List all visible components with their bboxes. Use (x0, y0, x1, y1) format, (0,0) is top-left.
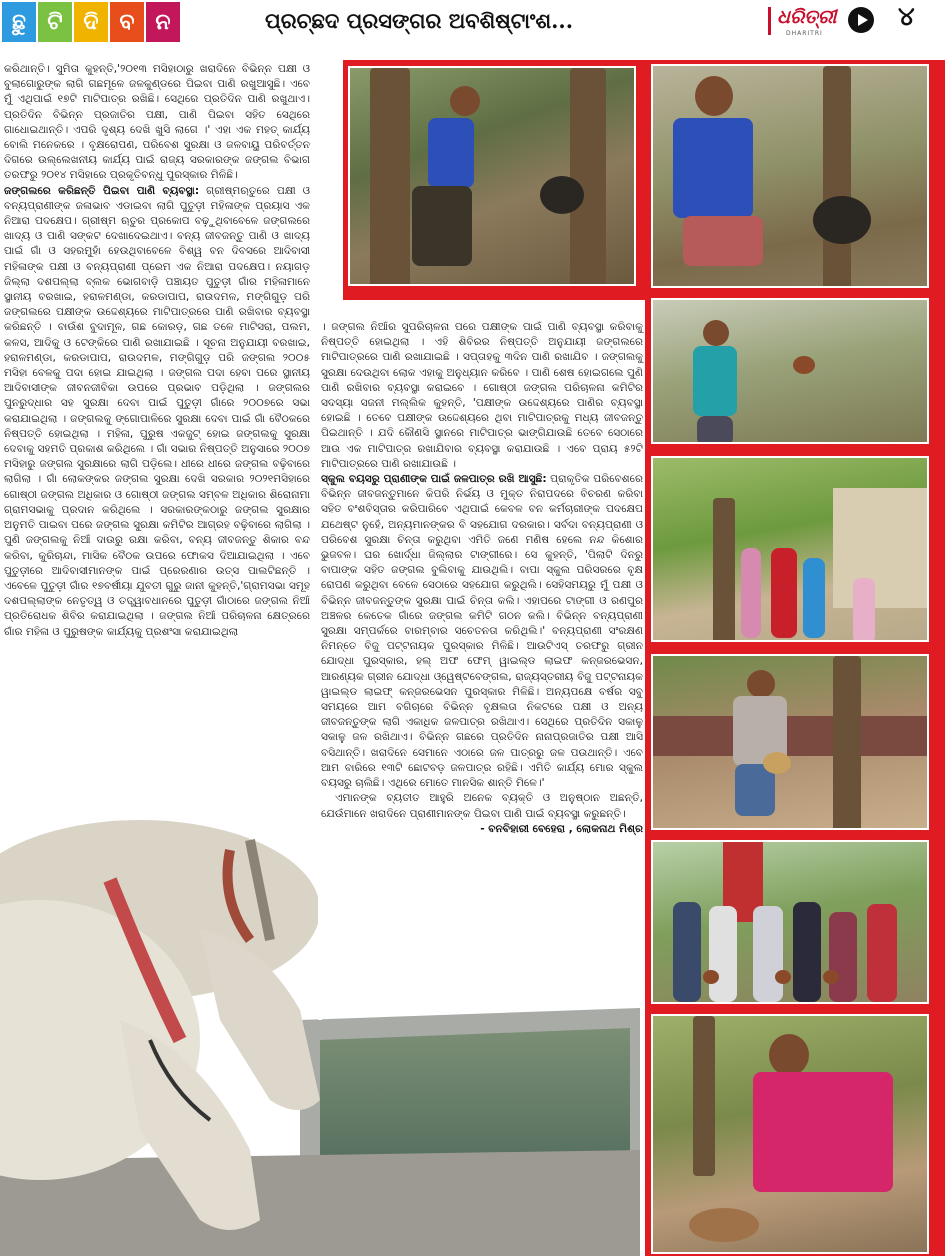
tree-trunk (823, 66, 851, 288)
tree-trunk (833, 656, 861, 830)
person (793, 902, 821, 1002)
person-head (695, 76, 733, 116)
article-column-2 (321, 320, 643, 837)
child (741, 548, 761, 638)
brand-bar (768, 7, 771, 35)
subheading: ସ୍କୁଲ ବୟସରୁ ପ୍ରାଣୀଙ୍କ ପାଇଁ ଜଳପାତ୍ର ରଖି ଆସୁଛି: (321, 473, 547, 486)
child (853, 578, 875, 642)
section-tile: ନ (146, 2, 180, 42)
paragraph: ଏମାନଙ୍କ ବ୍ୟତୀତ ଆହୁରି ଅନେକ ବ୍ୟକ୍ତି ଓ ଅନୁଷ୍ଠାନ ଅଛନ୍ତି, ଯେଉଁମାନେ ଖରାଦିନେ ପ୍ରାଣୀମାନଙ୍କ ପିଇବା ପାଣି ପାଇଁ ବ୍ୟବସ୍ଥା କରୁଛନ୍ତି। (321, 792, 643, 820)
cows-drinking-image (0, 790, 640, 1256)
person (709, 906, 737, 1002)
person (753, 906, 783, 1002)
tree-trunk (693, 1016, 715, 1176)
person-head (450, 86, 480, 116)
page-headline: ପ୍ରଚ୍ଛଦ ପ୍ରସଙ୍ଗର ଅବଶିଷ୍ଟାଂଶ... (265, 8, 574, 33)
water-pot (703, 970, 719, 984)
paragraph: ଜଙ୍ଗଲରେ କରିଛନ୍ତି ପିଇବା ପାଣି ବ୍ୟବସ୍ଥା: ଗ୍ରୀଷ୍ମଋତୁରେ ପକ୍ଷୀ ଓ ବନ୍ୟପ୍ରାଣୀଙ୍କ ଜଳାଭାବ ଏଡାଇବା ଲାଗି ପୁତୁଡ଼ୀ ମହିଳାଙ୍କ ପ୍ରୟାସ ଏକ ନିଆରା ପଦକ୍ଷେପ। ଗ୍ରୀଷ୍ମ ଋତୁର ପ୍ରକୋପ ବଢ଼ୁଥିବାବେଳେ ଜଙ୍ଗଲରେ ଖାଦ୍ୟ ଓ ପାଣି ସଙ୍କଟ ଦେଖାଦେଇଥାଏ। ବନ୍ୟ ଜୀବଜନ୍ତୁ ପାଣି ଓ ଖାଦ୍ୟ ପାଇଁ ଗାଁ ଓ ସହରମୁହାଁ ହେଉଥିବାବେଳେ ବିଶ୍ୱ ବନ ଦିବସରେ ଆଦିବାସୀ ମହିଳାଙ୍କ ପକ୍ଷୀ ଓ ବନ୍ୟପ୍ରାଣୀ ପ୍ରେମ ଏକ ନିଆରା ପଦକ୍ଷେପ। ନୟାଗଡ଼ ଜିଲ୍ଲା ଦଶପଲ୍ଲା ବ୍ଲକ ଭୋଗବାଡ଼ି ପଞ୍ଚାୟତ ପୁତୁଡ଼ୀ ଗାଁର ମହିଳାମାନେ ସ୍ଥାନୀୟ ବରଖାଇ, ହରାଳମଣ୍ଡା, କରଡାପାପ, ରାଉଦମଳ, ମଙ୍ଗିଗୁଡ଼ ପରି ଜଙ୍ଗଲରେ ପକ୍ଷୀଙ୍କ ଉଦ୍ଦେଶ୍ୟରେ ମାଟିପାତ୍ରରେ ପାଣି ରଖିବାର ବ୍ୟବସ୍ଥା କରିଛନ୍ତି । ବାଉଁଶ ବୁଦାମୂଳ, ଗଛ କୋରଡ଼, ଗଛ ତଳେ ମାଟିସରା, ପଲମ, କଳସ, ଆଦିକୁ ଓ ଟେଙ୍କିରେ ପାଣି ରଖାଯାଇଛି । ସୂଚନା ଅନୁଯାୟୀ ବରଖାଇ, ହରାଳମଣ୍ଡା, କରଡାପାପ, ରାଉଦମଳ, ମଙ୍ଗିଗୁଡ଼ ପରି ଜଙ୍ଗଲ ୨୦୦୫ ମସିହା ବେଳକୁ ପଦା ହୋଇ ଯାଇଥିଲା । ଜଙ୍ଗଲ ପଦା ହେବା ପରେ ସ୍ଥାନୀୟ ଆଦିବାସୀଙ୍କ ଜୀବନଜୀବିକା ଉପରେ ପ୍ରଭାବ ପଡ଼ିଥିଲା । ଜଙ୍ଗଲର ପୁନରୁଦ୍ଧାର ସହ ସୁରକ୍ଷା ଦେବା ପାଇଁ ପୁତୁଡ଼ୀ ଗାଁରେ ୨୦୦୭ରେ ସଭା କରାଯାଇଥିଲା । ଜଙ୍ଗଲକୁ ଙ୍ଗୋପାଳିରେ ସୁରକ୍ଷା ଦେବା ପାଇଁ ଗାଁ ବୈଠକରେ ନିଷ୍ପତ୍ତି ହୋଇଥିଲା । ମହିଳା, ପୁରୁଷ ଏକଜୁଟ୍ ହୋଇ ଜଙ୍ଗଲକୁ ସୁରକ୍ଷା ଦେବାକୁ ସହମତି ପ୍ରକାଶ କରିଥିଲେ । ଗାଁ ସଭାର ନିଷ୍ପତ୍ତି ଅନୁସାରେ ୨୦୦୭ ମସିହାରୁ ଜଙ୍ଗଲ ସୁରକ୍ଷାରେ ଲାଗି ପଡ଼ିଲେ। ଧୀରେ ଧୀରେ ଜଙ୍ଗଲ ବଢ଼ିବାରେ ଲାଗିଲା । ଗାଁ ଲୋକଙ୍କର ଜଙ୍ଗଲ ସୁରକ୍ଷା ଦେଖି ସରକାର ୨୦୨୧ମସିହାରେ ଗୋଷ୍ଠୀ ଜଙ୍ଗଲ ଅଧିକାର ଓ ଗୋଷ୍ଠୀ ଜଙ୍ଗଲ ସମ୍ବଳ ଅଧିକାର ଶିରୋନାମା ଗ୍ରାମସଭାକୁ ପ୍ରଦାନ କରିଥିଲେ । ସରକାରଙ୍କଠାରୁ ଜଙ୍ଗଲ ସୁରକ୍ଷାର ଅନୁମତି ପାଇବା ପରେ ଜଙ୍ଗଲ ସୁରକ୍ଷା କମିଟିର ଆଗ୍ରହ ବଢ଼ିବାରେ ଲାଗିଲା । ପୁଣି ଜଙ୍ଗଲକୁ ନିଆଁ ଦାଉରୁ ରକ୍ଷା କରିବା, ବନ୍ୟ ଜୀବଜନ୍ତୁ ଶିକାର ବନ୍ଦ କରିବା, କୁରିଚାନ୍ଦା, ମାସିକ ବୈଠକ ଉପରେ ଫୋକସ ଦିଆଯାଇଥିଲା । ଏବେ ପୁତୁଡ଼ୀରେ ଆଦିବାସୀମାନଙ୍କ ପାଇଁ ପ୍ରେରଣାର ଉତ୍ସ ପାଲଟିଛନ୍ତି । ଏବେଳେ ପୁତୁଡ଼ୀ ଗାଁର ୧୭ବର୍ଷୀୟା ଯୁବତୀ ଗୁରୁ ଜାନୀ କୁହନ୍ତି,'ଗ୍ରାମସଭା ସମୂହ ଦଶପଲ୍ଲାଙ୍କ ନେତୃତ୍ୱ ଓ ତତ୍ତ୍ୱାବଧାନରେ ପୁତୁଡ଼ୀ ଗାଁଠାରେ ଜଙ୍ଗଲ ନିଆଁ ପ୍ରତିରୋଧକ ଶିବିର କରାଯାଇଥିଲା । ଜଙ୍ଗଲ ନିଆଁ ପରିଚାଳନା କ୍ଷେତ୍ରରେ ଗାଁର ମହିଳା ଓ ପୁରୁଷଙ୍କ କାର୍ଯ୍ୟକୁ ପ୍ରଶଂସା କରାଯାଇଥିଲା (4, 184, 310, 638)
photo-woman-bowl (651, 1014, 929, 1254)
person-head (747, 670, 775, 698)
water-bowl (763, 752, 791, 774)
tree-trunk (713, 498, 735, 642)
water-pot (813, 196, 871, 244)
photo-man-bowl (651, 654, 929, 830)
tree-trunk (570, 68, 606, 286)
article-byline: - ବନବିହାରୀ ବେହେରା , ଲୋକନାଥ ମିଶ୍ର (480, 822, 643, 835)
brand-name: ଧରିତ୍ରୀ (777, 6, 837, 28)
tree-trunk (370, 68, 410, 286)
person (673, 902, 701, 1002)
brand-logo (768, 4, 852, 38)
subheading: ଜଙ୍ଗଲରେ କରିଛନ୍ତି ପିଇବା ପାଣି ବ୍ୟବସ୍ଥା: (4, 184, 200, 197)
person-head (769, 1034, 809, 1076)
water-pot (793, 356, 815, 374)
person-legs (683, 216, 763, 266)
water-pot (823, 970, 839, 984)
person (693, 346, 737, 416)
person (829, 912, 857, 1002)
person (753, 1072, 893, 1192)
person (428, 118, 474, 188)
child (771, 548, 797, 638)
section-tile: ଟି (38, 2, 72, 42)
child (803, 558, 825, 638)
paragraph: । ଜଙ୍ଗଲ ନିଆଁର ସୁପରିଚାଳନା ପରେ ପକ୍ଷୀଙ୍କ ପାଇଁ ପାଣି ବ୍ୟବସ୍ଥା କରିବାକୁ ନିଷ୍ପତ୍ତି ହୋଇଥିଲା । ଏହି ଶିବିରର ନିଷ୍ପତ୍ତି ଅନୁଯାୟୀ ଜଙ୍ଗଲରେ ମାଟିପାତ୍ରରେ ପାଣି ରଖାଯାଇଛି । ସପ୍ତାହକୁ ୩ଦିନ ପାଣି ରଖାଯିବ । ଜଙ୍ଗଲକୁ ସୁରକ୍ଷା ଦେଉଥିବା ଲୋକ ଏହାକୁ ଅନୁଧ୍ୟାନ କରିବେ । ପାଣି ଶେଷ ହୋଇଗଲେ ପୁଣି ପାଣି ରଖିବାର ବ୍ୟବସ୍ଥା କରାଇବେ । ଗୋଷ୍ଠୀ ଜଙ୍ଗଲ ପରିଚାଳନା କମିଟିର ସଦସ୍ୟା ସଜନୀ ମଲ୍ଲିକ କୁହନ୍ତି, 'ପକ୍ଷୀଙ୍କ ଉଦ୍ଦେଶ୍ୟରେ ପାଣିର ବ୍ୟବସ୍ଥା ହୋଇଛି । ତେବେ ପକ୍ଷୀଙ୍କ ଉଦ୍ଦେଶ୍ୟରେ ଥିବା ମାଟିପାତ୍ରକୁ ମଧ୍ୟ ଜୀବଜନ୍ତୁ ପିଇଥାନ୍ତି । ଯଦି କୌଣସି ସ୍ଥାନରେ ମାଟିପାତ୍ର ଭାଙ୍ଗିଯାଉଛି ତେବେ ସେଠାରେ ଆଉ ଏକ ମାଟିପାତ୍ର ରଖାଯିବାର ବ୍ୟବସ୍ଥା କରାଯାଉଛି । ଏବେ ପ୍ରାୟ ୫୨ଟି ମାଟିପାତ୍ରରେ ପାଣି ରଖାଯାଉଛି । (321, 321, 643, 470)
water-bowl (689, 1208, 759, 1242)
photo-group-pots (651, 840, 929, 1004)
page-header (0, 0, 945, 44)
water-pot (540, 176, 584, 214)
article-column-1 (4, 62, 310, 640)
section-tile: ବ (110, 2, 144, 42)
paragraph: କରିଥାନ୍ତି। ସୁମିତା କୁହନ୍ତି,'୨୦୧୩ ମସିହାଠାରୁ ଖରାଦିନେ ବିଭିନ୍ନ ପକ୍ଷୀ ଓ ବୁଲାଗୋରୁଙ୍କ ଲାଗି ଗଛମୂଳେ ଜଳକୁଣ୍ଡରେ ପିଇବା ପାଣି ରଖୁଆସୁଛି। ଏବେ ମୁଁ ଏଥିପାଇଁ ୧୭ଟି ମାଟିପାତ୍ର ରଖିଛି। ସେଥିରେ ପ୍ରତିଦିନ ପାଣି ରଖୁଥାଏ। ପ୍ରତିଦିନ ବିଭିନ୍ନ ପ୍ରଜାତିର ପକ୍ଷୀ, ପାଣି ପିଇବା ସହିତ ସେଥିରେ ଗାଧୋଇଥାନ୍ତି। ଏପରି ଦୃଶ୍ୟ ଦେଖି ଖୁସି ଲାଗେ ।' ଏହା ଏକ ମହତ୍ କାର୍ଯ୍ୟ ବୋଲି ମନେକରେ । ବୃକ୍ଷରୋପଣ, ପରିବେଶ ସୁରକ୍ଷା ଓ ଜଳବାୟୁ ପରିବର୍ତ୍ତନ ଦିଗରେ ଉଲ୍ଲେଖନୀୟ କାର୍ଯ୍ୟ ପାଇଁ ରାଜ୍ୟ ସରକାରଙ୍କ ଜଙ୍ଗଲ ବିଭାଗ ତରଫରୁ ୨୦୧୪ ମସିହାରେ ପ୍ରକୃତିବନ୍ଧୁ ପୁରସ୍କାର ମିଳିଛି। (4, 63, 310, 182)
page-number: ୪ (898, 2, 915, 32)
paragraph: ସ୍କୁଲ ବୟସରୁ ପ୍ରାଣୀଙ୍କ ପାଇଁ ଜଳପାତ୍ର ରଖି ଆସୁଛି: ପ୍ରାକୃତିକ ପରିବେଶରେ ବିଭିନ୍ନ ଜୀବଜନ୍ତୁମାନେ କିପରି ନିର୍ଭୟ ଓ ମୁକ୍ତ ନିରାପଦରେ ବିଚରଣ କରିବା ସହିତ ବଂଶବିସ୍ତାର କରିପାରିବେ ଏଥିପାଇଁ କେବଳ ବନ କର୍ମଚାରୀଙ୍କ ପଦକ୍ଷେପ ଯଥେଷ୍ଟ ନୁହେଁ, ଅନ୍ୟମାନଙ୍କର ବି ସହଯୋଗ ଦରକାର। ସର୍ବଦା ବନ୍ୟପ୍ରାଣୀ ଓ ପରିବେଶ ସୁରକ୍ଷା ଚିନ୍ତା କରୁଥିବା ଏମିତି ଜଣେ ମଣିଷ ହେଲେ ନନ୍ଦ କିଶୋର ଭୁଜବଳ। ଘର ଖୋର୍ଦ୍ଧା ଜିଲ୍ଲାର ଟାଙ୍ଗୀରେ। ସେ କୁହନ୍ତି, 'ପିଲାଟି ଦିନରୁ ବାପାଙ୍କ ସହିତ ଜଙ୍ଗଲ ବୁଲିବାକୁ ଯାଉଥିଲି। ବାପା ସ୍କୁଲ ପରିସରରେ ବୃକ୍ଷ ରୋପଣ କରୁଥିବା ବେଳେ ସେଠାରେ ସହଯୋଗ କରୁଥିଲି। ସେହିସମୟରୁ ମୁଁ ପକ୍ଷୀ ଓ ବିଭିନ୍ନ ଜୀବଜନ୍ତୁଙ୍କ ସୁରକ୍ଷା ପାଇଁ ଚିନ୍ତା କଲି। ଏହାପରେ ଟାଙ୍ଗୀ ଓ ରଣପୁର ଅଞ୍ଚଳର କେତେକ ଗାଁରେ ଜଙ୍ଗଲ କମିଟି ଗଠନ କଲି। ବିଭିନ୍ନ ବନ୍ୟପ୍ରାଣୀ ସୁରକ୍ଷା ସମ୍ପର୍କରେ ବାରମ୍ବାର ସଚେତନତା କରିଥିଲି।' ବନ୍ୟପ୍ରାଣୀ ସଂରକ୍ଷଣ ନିମନ୍ତେ ବିଜୁ ପଟ୍ଟନାୟକ ପୁରସ୍କାର ମିଳିଛି। ଆଉଟିଏସ୍ ତରଫରୁ ଗ୍ରୀନ ଯୋଦ୍ଧା ପୁରସ୍କାର, ହଲ୍ ଅଫ ଫେମ୍ ୱାଇଲ୍ଡ ଲାଇଫ କନ୍ଜରଭେସନ, ଆରଣ୍ୟକ ଗ୍ରୀନ ଯୋଦ୍ଧା ଓ୍ୱେଷ୍ଟବେଙ୍ଗଲ, ରାଜ୍ୟସ୍ତରୀୟ ବିଜୁ ପଟ୍ଟନାୟକ ୱାଇଲ୍ଡ ଲାଇଫ୍ କନ୍ଜରଭେସନ ପୁରସ୍କାର ମିଳିଛି। ଅନ୍ୟପକ୍ଷେ ବର୍ଷର ସବୁ ସମୟରେ ଆମ ବଗିଚାରେ ବିଭିନ୍ନ ବୃକ୍ଷଲତା ନିକଟରେ ପକ୍ଷୀ ଓ ଅନ୍ୟ ଜୀବଜନ୍ତୁଙ୍କ ଲାଗି ଏକାଧିକ ଜଳପାତ୍ର ରଖିଥାଏ। ସେଥିରେ ପ୍ରତିଦିନ ସକାଳୁ ସକାଳୁ ଜଳ ରଖିଥାଏ। ବିଭିନ୍ନ ଗଛରେ ପ୍ରତିଦିନ ନାନାପ୍ରଜାତିର ପକ୍ଷୀ ଆସି ବସିଥାନ୍ତି। ଖରାଦିନେ ସେମାନେ ଏଠାରେ ଜଳ ପାତ୍ରରୁ ଜଳ ପଉଥାନ୍ତି। ଏବେ ଆମ ବାରିରେ ୧୩ଟି ଛୋଟବଡ଼ ଜଳପାତ୍ର ରହିଛି। ଏମିତି କାର୍ଯ୍ୟ ମୋର ସ୍କୁଲ ବୟସରୁ ଚାଲିଛି। ଏଥିରେ ମୋତେ ମାନସିକ ଶାନ୍ତି ମିଳେ।' (321, 473, 643, 790)
person-legs (697, 416, 733, 444)
play-icon[interactable] (848, 7, 874, 33)
person (673, 118, 753, 218)
water-pot (775, 970, 791, 984)
person-head (703, 320, 729, 346)
section-tile: ଛୁ (2, 2, 36, 42)
photo-man-pouring (651, 298, 929, 444)
photo-man-tree-pot (348, 66, 636, 286)
brick-wall (653, 716, 929, 756)
photo-children-tree (651, 456, 929, 642)
brand-sub: DHARITRI (786, 30, 823, 37)
section-tiles (2, 2, 180, 42)
person-legs (412, 186, 472, 266)
person (867, 904, 897, 1002)
house-wall (833, 488, 929, 608)
photo-old-man-pot (651, 64, 929, 288)
section-tile: ଦି (74, 2, 108, 42)
